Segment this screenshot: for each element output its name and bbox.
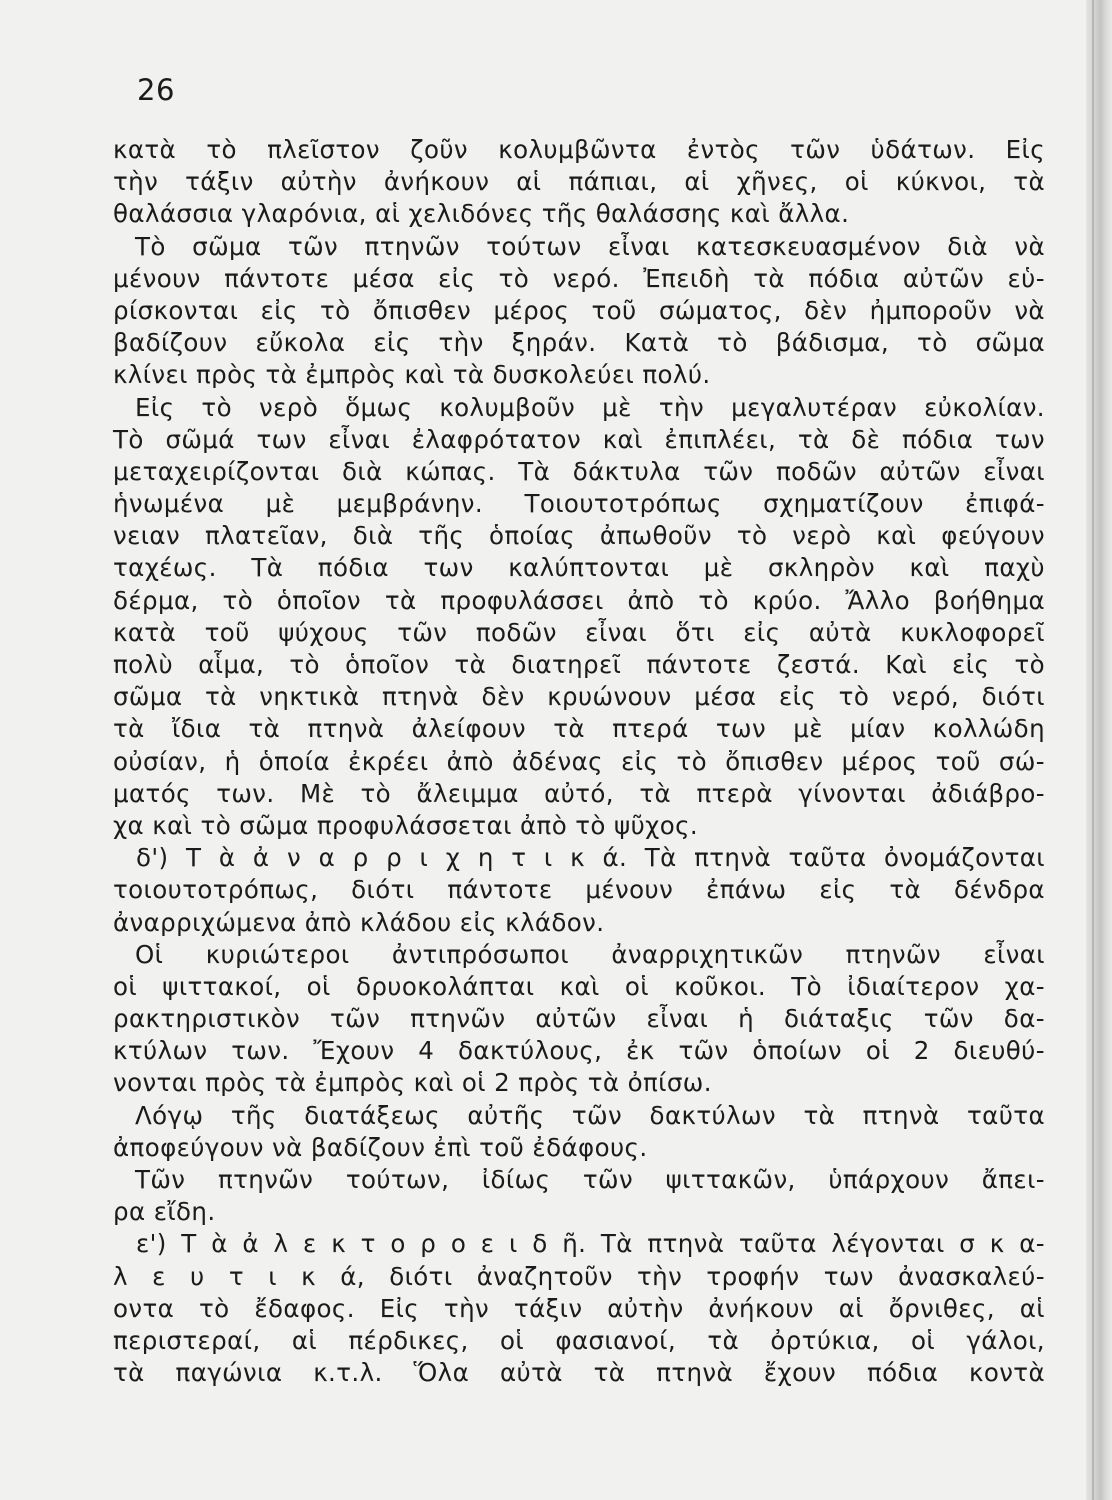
text-line: πολὺ αἷμα, τὸ ὁποῖον τὰ διατηρεῖ πάντοτε ζεστά. Καὶ εἰς τὸ — [113, 650, 1045, 679]
text-line: μεταχειρίζονται διὰ κώπας. Τὰ δάκτυλα τῶν ποδῶν αὐτῶν εἶναι — [113, 456, 1045, 486]
text-line: δ') Τ ὰ ἀ ν α ρ ρ ι χ η τ ι κ ά. Τὰ πτηνὰ ταῦτα ὀνομάζονται — [136, 843, 1045, 873]
text-line: Τὸ σῶμά των εἶναι ἐλαφρότατον καὶ ἐπιπλέει, τὰ δὲ πόδια των — [113, 424, 1045, 454]
text-line: θαλάσσια γλαρόνια, αἱ χελιδόνες τῆς θαλάσσης καὶ ἄλλα. — [113, 199, 850, 229]
text-line: ἀποφεύγουν νὰ βαδίζουν ἐπὶ τοῦ ἐδάφους. — [113, 1132, 648, 1162]
page-number: 26 — [137, 73, 175, 107]
text-line: Εἰς τὸ νερὸ ὅμως κολυμβοῦν μὲ τὴν μεγαλυτέραν εὐκολίαν. — [135, 392, 1045, 422]
text-line: κατὰ τοῦ ψύχους τῶν ποδῶν εἶναι ὅτι εἰς αὐτὰ κυκλοφορεῖ — [113, 617, 1045, 647]
text-line: ἡνωμένα μὲ μεμβράνην. Τοιουτοτρόπως σχηματίζουν ἐπιφά- — [113, 489, 1045, 519]
text-line: τοιουτοτρόπως, διότι πάντοτε μένουν ἐπάνω εἰς τὰ δένδρα — [113, 875, 1045, 905]
text-line: κτύλων των. Ἔχουν 4 δακτύλους, ἐκ τῶν ὁποίων οἱ 2 διευθύ- — [113, 1036, 1045, 1066]
text-line: λ ε υ τ ι κ ά, διότι ἀναζητοῦν τὴν τροφήν των ἀνασκαλεύ- — [113, 1261, 1045, 1291]
text-line: ματός των. Μὲ τὸ ἄλειμμα αὐτό, τὰ πτερὰ γίνονται ἀδιάβρο- — [113, 778, 1045, 808]
text-line: νειαν πλατεῖαν, διὰ τῆς ὁποίας ἀπωθοῦν τὸ νερὸ καὶ φεύγουν — [113, 521, 1045, 551]
text-line: Οἱ κυριώτεροι ἀντιπρόσωποι ἀναρριχητικῶν πτηνῶν εἶναι — [135, 939, 1045, 969]
text-line: ρίσκονται εἰς τὸ ὄπισθεν μέρος τοῦ σώματος, δὲν ἠμποροῦν νὰ — [113, 295, 1045, 325]
text-line: οἱ ψιττακοί, οἱ δρυοκολάπται καὶ οἱ κοῦκοι. Τὸ ἰδιαίτερον χα- — [113, 971, 1045, 1001]
text-line: περιστεραί, αἱ πέρδικες, οἱ φασιανοί, τὰ ὀρτύκια, οἱ γάλοι, — [113, 1325, 1045, 1355]
text-line: μένουν πάντοτε μέσα εἰς τὸ νερό. Ἐπειδὴ τὰ πόδια αὐτῶν εὑ- — [113, 263, 1045, 293]
text-line: ρακτηριστικὸν τῶν πτηνῶν αὐτῶν εἶναι ἡ διάταξις τῶν δα- — [113, 1004, 1045, 1034]
text-line: ἀναρριχώμενα ἀπὸ κλάδου εἰς κλάδον. — [113, 907, 605, 937]
text-line: νονται πρὸς τὰ ἐμπρὸς καὶ οἱ 2 πρὸς τὰ ὀπίσω. — [113, 1068, 712, 1098]
text-line: κατὰ τὸ πλεῖστον ζοῦν κολυμβῶντα ἐντὸς τῶν ὑδάτων. Εἰς — [113, 135, 1045, 164]
text-line: οντα τὸ ἔδαφος. Εἰς τὴν τάξιν αὐτὴν ἀνήκουν αἱ ὄρνιθες, αἱ — [113, 1293, 1045, 1323]
text-line: τὰ ἴδια τὰ πτηνὰ ἀλείφουν τὰ πτερά των μὲ μίαν κολλώδη — [113, 714, 1045, 744]
text-line: δέρμα, τὸ ὁποῖον τὰ προφυλάσσει ἀπὸ τὸ κρύο. Ἄλλο βοήθημα — [113, 585, 1045, 615]
body-text — [113, 134, 1045, 1389]
text-line: σῶμα τὰ νηκτικὰ πτηνὰ δὲν κρυώνουν μέσα εἰς τὸ νερό, διότι — [113, 682, 1045, 712]
text-line: χα καὶ τὸ σῶμα προφυλάσσεται ἀπὸ τὸ ψῦχος. — [113, 810, 699, 840]
text-line: ταχέως. Τὰ πόδια των καλύπτονται μὲ σκληρὸν καὶ παχὺ — [113, 553, 1045, 583]
page-edge-line — [1092, 0, 1094, 1500]
text-line: Λόγῳ τῆς διατάξεως αὐτῆς τῶν δακτύλων τὰ πτηνὰ ταῦτα — [135, 1100, 1045, 1130]
text-line: ε') Τ ὰ ἀ λ ε κ τ ο ρ ο ε ι δ ῆ. Τὰ πτηνὰ ταῦτα λέγονται σ κ α- — [136, 1229, 1045, 1259]
text-line: κλίνει πρὸς τὰ ἐμπρὸς καὶ τὰ δυσκολεύει πολύ. — [113, 360, 711, 390]
text-line: Τῶν πτηνῶν τούτων, ἰδίως τῶν ψιττακῶν, ὑπάρχουν ἄπει- — [135, 1165, 1045, 1194]
text-line: Τὸ σῶμα τῶν πτηνῶν τούτων εἶναι κατεσκευασμένον διὰ νὰ — [135, 231, 1045, 261]
text-line: τὰ παγώνια κ.τ.λ. Ὅλα αὐτὰ τὰ πτηνὰ ἔχουν πόδια κοντὰ — [113, 1358, 1045, 1388]
text-line: οὐσίαν, ἡ ὁποία ἐκρέει ἀπὸ ἀδένας εἰς τὸ ὄπισθεν μέρος τοῦ σώ- — [113, 746, 1045, 776]
page-edge-shadow — [1086, 0, 1112, 1500]
text-line: ρα εἴδη. — [113, 1197, 216, 1227]
text-line: βαδίζουν εὔκολα εἰς τὴν ξηράν. Κατὰ τὸ βάδισμα, τὸ σῶμα — [113, 328, 1045, 358]
text-line: τὴν τάξιν αὐτὴν ἀνήκουν αἱ πάπιαι, αἱ χῆνες, οἱ κύκνοι, τὰ — [113, 167, 1045, 197]
